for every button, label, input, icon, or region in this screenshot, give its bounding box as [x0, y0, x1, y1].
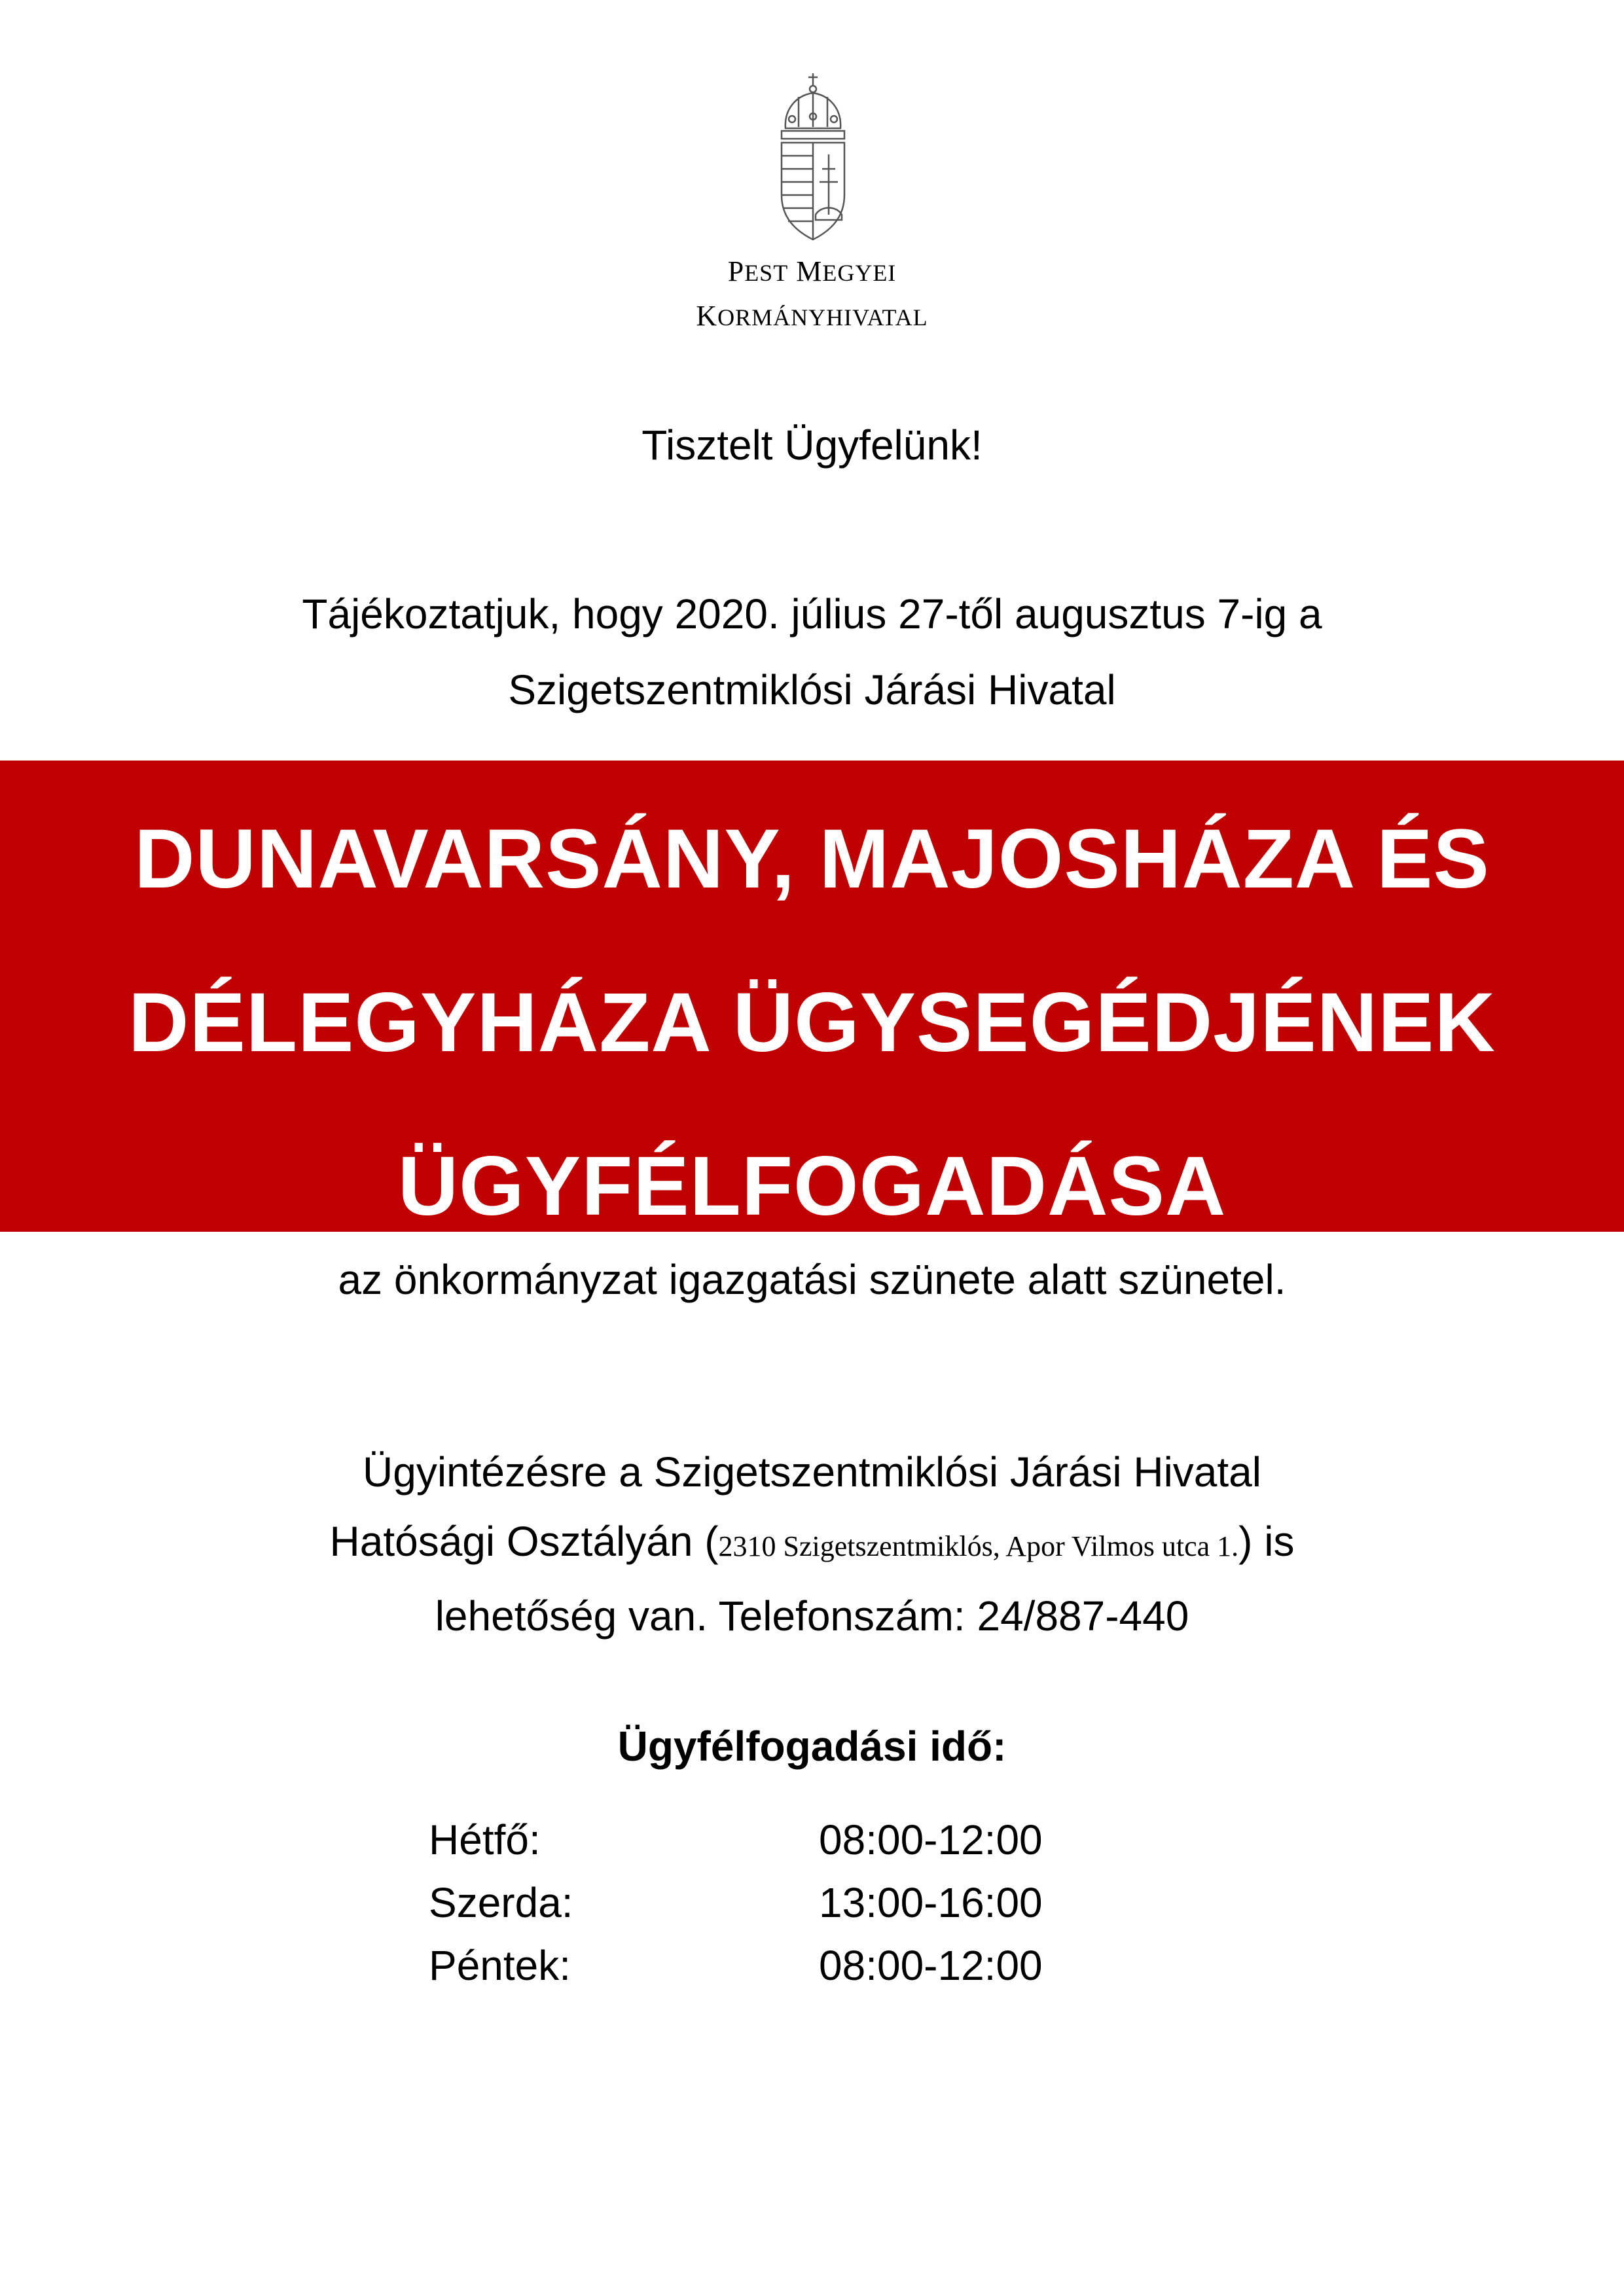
- suspension-notice: az önkormányzat igazgatási szünete alatt szünetel.: [338, 1256, 1286, 1303]
- hours-time: 13:00-16:00: [819, 1879, 1043, 1926]
- hours-time: 08:00-12:00: [819, 1942, 1043, 1989]
- hours-row-friday: [429, 1934, 1214, 1997]
- banner-line-3: ÜGYFÉLFOGADÁSA: [397, 1139, 1227, 1233]
- org-name-line2: KORMÁNYHIVATAL: [696, 300, 928, 332]
- intro-line-2: Szigetszentmiklósi Járási Hivatal: [508, 666, 1116, 713]
- org-name-line1: PEST MEGYEI: [727, 255, 897, 287]
- banner-line-2: DÉLEGYHÁZA ÜGYSEGÉDJÉNEK: [128, 976, 1496, 1069]
- intro-text: [0, 576, 1624, 728]
- opening-hours-table: [429, 1808, 1214, 1997]
- alternative-office-info: [0, 1437, 1624, 1651]
- hours-day: Szerda:: [429, 1879, 573, 1926]
- banner-line-1: DUNAVARSÁNY, MAJOSHÁZA ÉS: [134, 812, 1490, 906]
- banner-headline: [0, 778, 1624, 1268]
- admin-line-2: Hatósági Osztályán (2310 Szigetszentmiklós, Apor Vilmos utca 1.) is: [329, 1518, 1295, 1565]
- opening-hours-title: Ügyfélfogadási idő:: [617, 1723, 1007, 1770]
- hours-day: Hétfő:: [429, 1816, 541, 1863]
- intro-line-1: Tájékoztatjuk, hogy 2020. július 27-től augusztus 7-ig a: [302, 590, 1322, 637]
- organization-name: [0, 250, 1624, 339]
- hours-row-wednesday: [429, 1871, 1214, 1934]
- admin-line-3: lehetőség van. Telefonszám: 24/887-440: [435, 1592, 1189, 1640]
- admin-line-1: Ügyintézésre a Szigetszentmiklósi Járási Hivatal: [363, 1448, 1261, 1496]
- hours-time: 08:00-12:00: [819, 1816, 1043, 1863]
- greeting: Tisztelt Ügyfelünk!: [641, 422, 983, 469]
- coat-of-arms-icon: [772, 71, 854, 244]
- office-address: 2310 Szigetszentmiklós, Apor Vilmos utca 1.: [718, 1530, 1239, 1562]
- hours-row-monday: [429, 1808, 1214, 1871]
- hours-day: Péntek:: [429, 1942, 571, 1989]
